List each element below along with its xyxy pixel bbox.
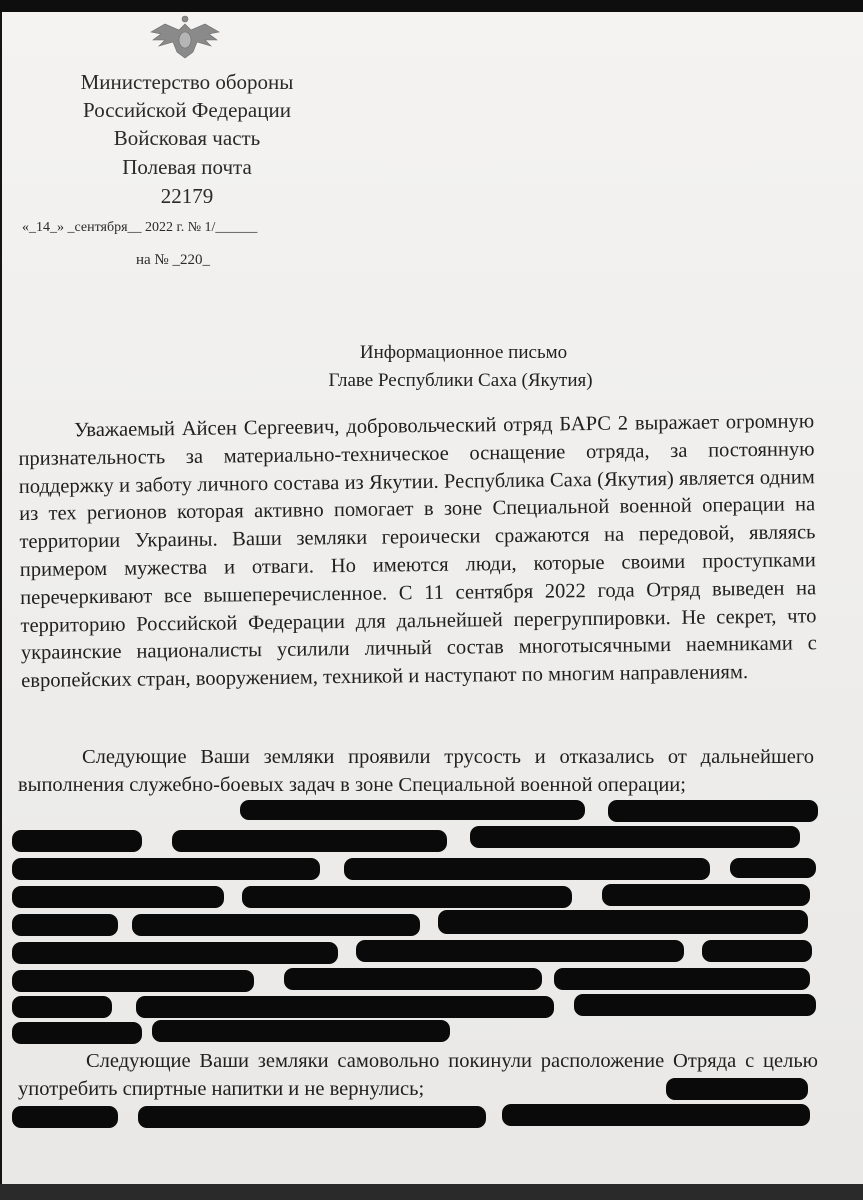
document-page: [2, 12, 863, 1184]
reference-number: на № _220_: [136, 252, 210, 268]
document-addressee: Главе Республики Саха (Якутия): [328, 370, 593, 391]
redaction-bar: [242, 886, 572, 908]
redaction-bar: [172, 830, 447, 852]
redaction-bar: [12, 1022, 142, 1044]
header-ministry: Министерство обороны: [80, 70, 294, 94]
redaction-bar: [136, 996, 554, 1018]
header-country: Российской Федерации: [83, 98, 291, 122]
redaction-bar: [12, 858, 320, 880]
document-date-number: «_14_» _сентября__ 2022 г. № 1/______: [22, 220, 258, 235]
body-paragraph-2: Следующие Ваши земляки проявили трусость и отказались от дальнейшего выполнения служебно-боевых задач в зоне Специальной военной операции;: [18, 746, 814, 796]
double-headed-eagle-emblem: [145, 12, 225, 60]
body-paragraph-1: Уважаемый Айсен Сергеевич, добровольческий отряд БАРС 2 выражает огромную признательность за материально-техническое оснащение отряда, за постоянную поддержку и заботу личного состава из Якутии. Республика Саха (Якутия) является одним из тех регионов которая активно помогает в зоне Специальной военной операции на территории Украины. Ваши земляки героически сражаются на передовой, являясь примером мужества и отваги. Но имеются люди, которые своими проступками перечеркивают все вышеперечисленное. С 11 сентября 2022 года Отряд выведен на территорию Российской Федерации для дальнейшей перегруппировки. Не секрет, что украинские националисты усилили личный состав многотысячными наемниками с европейских стран, вооружением, техникой и наступают по многим направлениям.: [18, 410, 817, 693]
redaction-bar: [12, 942, 338, 964]
redaction-bar: [554, 968, 810, 990]
redaction-bar: [152, 1020, 450, 1042]
header-unit-number: 22179: [160, 184, 214, 208]
redaction-bar: [438, 910, 808, 934]
header-field-post: Полевая почта: [122, 155, 252, 179]
redaction-bar: [12, 996, 112, 1018]
redaction-bar: [356, 940, 684, 962]
redaction-bar: [12, 830, 142, 852]
redaction-bar: [730, 858, 816, 878]
redaction-bar: [666, 1078, 808, 1100]
redaction-bar: [12, 1106, 118, 1128]
body-paragraph-3: Следующие Ваши земляки самовольно покинули расположение Отряда с целью употребить спиртные напитки и не вернулись;: [18, 1050, 818, 1100]
redaction-bar: [502, 1104, 810, 1126]
redaction-bar: [470, 826, 800, 848]
redaction-bar: [12, 970, 254, 992]
redaction-bar: [240, 800, 585, 820]
photo-bottom-border: [0, 1184, 863, 1200]
header-unit: Войсковая часть: [113, 126, 261, 150]
photo-top-border: [0, 0, 863, 12]
redaction-bar: [602, 884, 810, 906]
document-title: Информационное письмо: [359, 342, 568, 363]
redaction-bar: [132, 914, 420, 936]
redaction-bar: [574, 994, 816, 1016]
redaction-bar: [608, 800, 818, 822]
redaction-bar: [284, 968, 542, 990]
redaction-bar: [12, 886, 224, 908]
redaction-bar: [344, 858, 710, 880]
redaction-bar: [702, 940, 812, 962]
redaction-bar: [138, 1106, 486, 1128]
redaction-bar: [12, 914, 118, 936]
